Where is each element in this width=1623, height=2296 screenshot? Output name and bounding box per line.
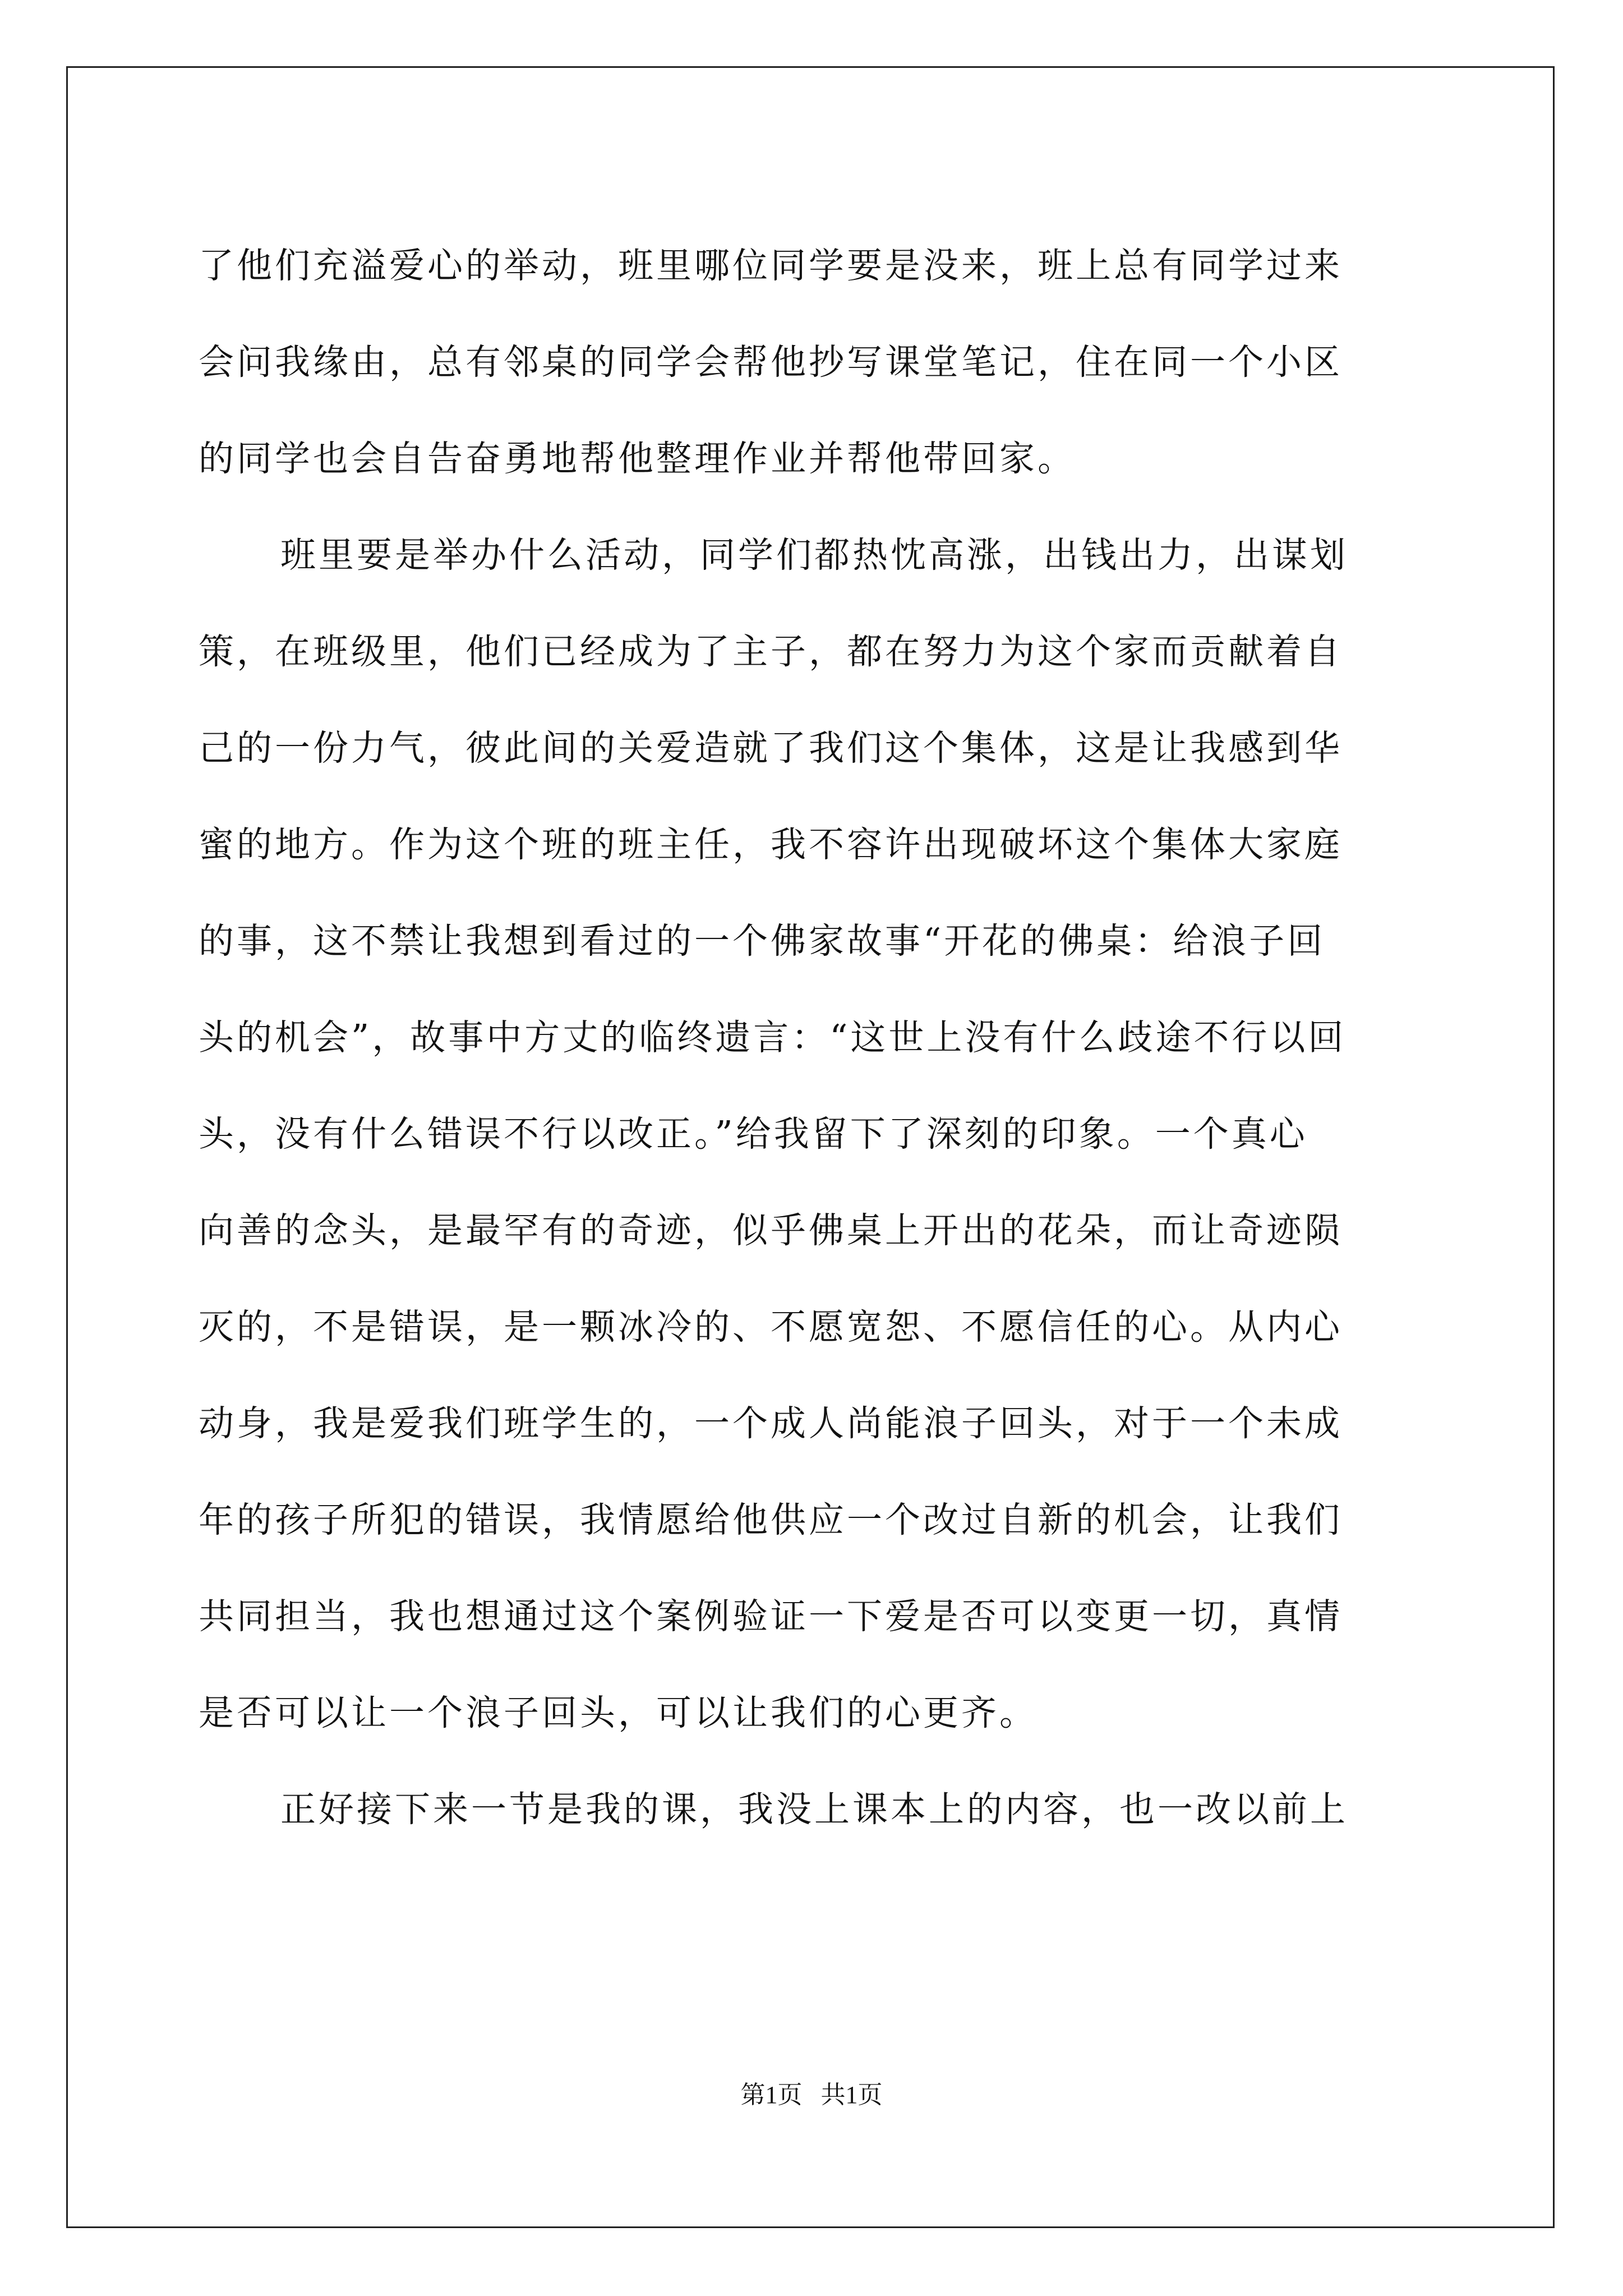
text-line: 己的一份力气，彼此间的关爱造就了我们这个集体，这是让我感到华 [199,728,1343,769]
text-line: 策，在班级里，他们已经成为了主子，都在努力为这个家而贡献着自 [199,631,1343,672]
text-line: 是否可以让一个浪子回头，可以让我们的心更齐。 [199,1692,1038,1733]
paragraph [199,218,1428,507]
paragraph [199,1761,1428,1858]
page-number-footer: 第1页 共1页 [740,2081,883,2109]
text-line: 年的孩子所犯的错误，我情愿给他供应一个改过自新的机会，让我们 [199,1499,1343,1540]
text-line: 蜜的地方。作为这个班的班主任，我不容许出现破坏这个集体大家庭 [199,824,1343,865]
text-line: 会问我缘由，总有邻桌的同学会帮他抄写课堂笔记，住在同一个小区 [199,342,1343,383]
text-line: 向善的念头，是最罕有的奇迹，似乎佛桌上开出的花朵，而让奇迹陨 [199,1210,1343,1251]
text-line: 班里要是举办什么活动，同学们都热忱高涨，出钱出力，出谋划 [280,535,1348,576]
text-line: 了他们充溢爱心的举动，班里哪位同学要是没来，班上总有同学过来 [199,245,1343,286]
text-line: 共同担当，我也想通过这个案例验证一下爱是否可以变更一切，真情 [199,1596,1343,1637]
text-line: 正好接下来一节是我的课，我没上课本上的内容，也一改以前上 [280,1789,1348,1830]
paragraph [199,507,1428,1761]
text-line: 头的机会”，故事中方丈的临终遗言：“这世上没有什么歧途不行以回 [199,1017,1347,1058]
text-line: 灭的，不是错误，是一颗冰冷的、不愿宽恕、不愿信任的心。从内心 [199,1306,1343,1347]
text-line: 的事，这不禁让我想到看过的一个佛家故事“开花的佛桌：给浪子回 [199,921,1326,961]
text-line: 动身，我是爱我们班学生的，一个成人尚能浪子回头，对于一个未成 [199,1403,1343,1444]
text-line: 头，没有什么错误不行以改正。”给我留下了深刻的印象。一个真心 [199,1114,1308,1154]
document-body [199,218,1428,1858]
text-line: 的同学也会自告奋勇地帮他整理作业并帮他带回家。 [199,438,1076,479]
